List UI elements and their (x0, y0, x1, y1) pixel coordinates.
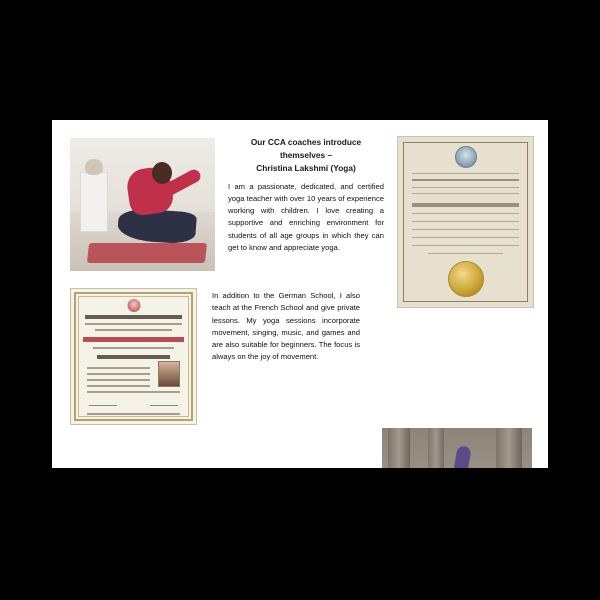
page-title-line-1: Our CCA coaches introduce themselves – (250, 137, 362, 160)
photo-yoga-mat (87, 243, 207, 263)
document-section-bottom (52, 288, 548, 468)
intro-paragraph: I am a passionate, dedicated, and certified yoga teacher with over 10 years of experience working with children. I love creating a supportive and enriching environment for students of all age groups in which they can get to know and appreciate yoga. (228, 181, 384, 253)
photo-yoga-seated-pose (70, 138, 215, 271)
photo-pedestal (80, 172, 108, 232)
photo-temple-pillar (428, 428, 444, 468)
certificate-sivananda-yoga-vedanta-centre (397, 136, 534, 308)
photo-person-head (152, 162, 172, 184)
page-title (228, 136, 384, 175)
certificate-signature-left (89, 405, 117, 406)
certificate-red-band (83, 337, 184, 342)
certificate-of-participation (70, 288, 197, 425)
document-section-top (52, 120, 548, 286)
photo-temple-pillar (496, 428, 522, 468)
intro-text-block (228, 136, 384, 254)
certificate-emblem-icon (455, 146, 477, 168)
photo-yoga-standing-pose-temple (382, 428, 532, 468)
document-page (52, 120, 548, 468)
certificate-portrait-photo (158, 361, 180, 387)
certificate-logo-icon (127, 299, 140, 312)
secondary-paragraph: In addition to the German School, I also teach at the French School and give private lessons. My yoga sessions incorporate movement, singing, music, and games and are also suitable for beginners. The focus is always on the joy of movement. (212, 291, 360, 362)
photo-temple-pillar (388, 428, 410, 468)
secondary-text-block (212, 290, 360, 364)
page-title-line-2: Christina Lakshmi (Yoga) (256, 162, 356, 173)
certificate-signature-right (150, 405, 178, 406)
